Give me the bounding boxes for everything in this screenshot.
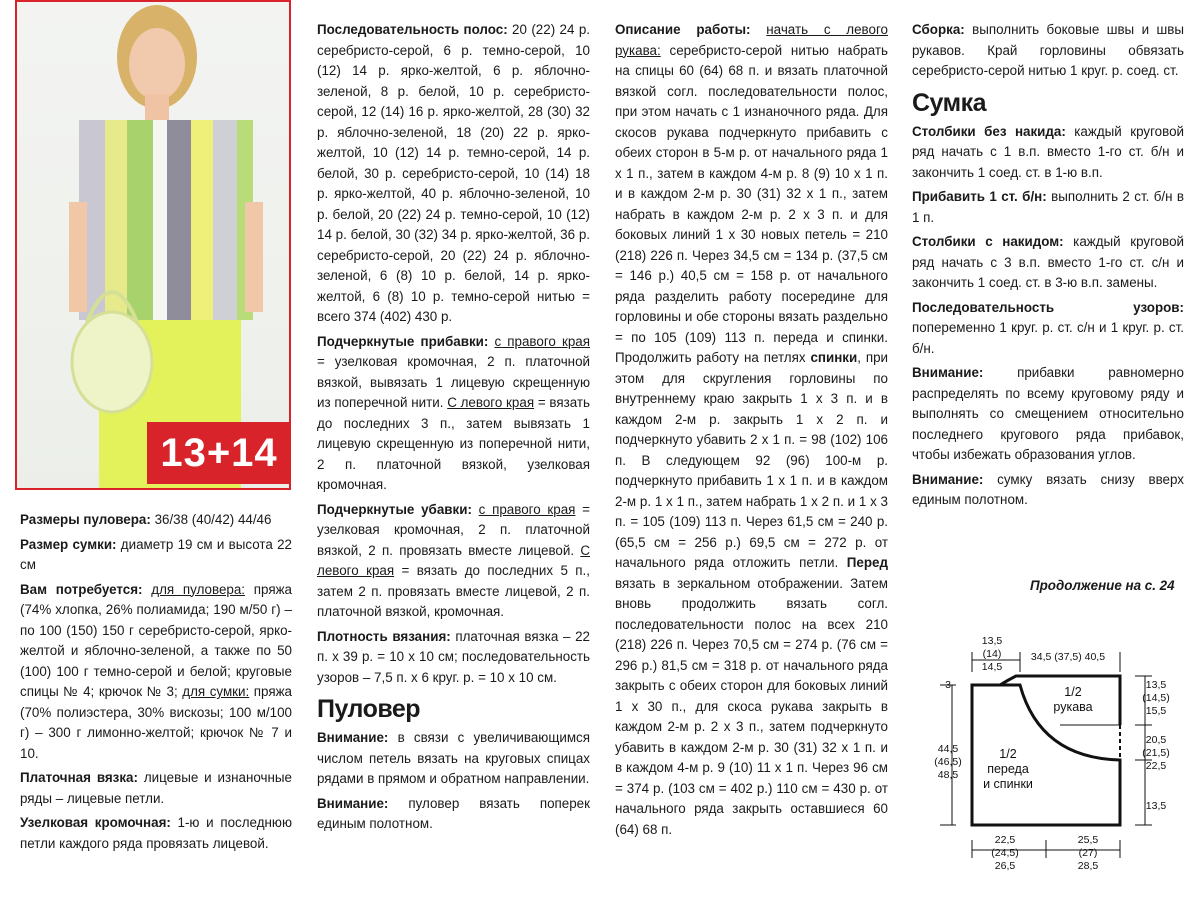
dim-sleeve-2: (21,5) (1142, 747, 1170, 759)
dim-neck-width-1: 13,5 (981, 635, 1003, 647)
model-photo (15, 0, 291, 490)
dim-length-2: (46,5) (934, 756, 962, 768)
column-bag (912, 20, 1184, 515)
continued-note: Продолжение на с. 24 (1030, 578, 1175, 593)
dim-neck-width-2: (14) (982, 648, 1002, 660)
dim-cuff-2: (14,5) (1142, 692, 1170, 704)
label-sleeve-fraction: 1/2 (1064, 685, 1082, 699)
dim-bottom-2: (24,5) (991, 847, 1019, 859)
materials-paragraph: Вам потребуется: для пуловера: пряжа (74% хлопка, 26% полиамида; 190 м/50 г) – по 100 (150) 150 г серебристо-серой, ярко-желтой и яблочно-зеленой, а также по 50 (100) 100 г темно-серой и белой; круговые спицы № 4; крючок № 3; для сумки: пряжа (70% полиэстера, 30% вискозы; 100 м/100 г) – 300 г лимонно-желтой; крючок № 7 и 10. (20, 581, 292, 761)
increase-paragraph: Прибавить 1 ст. б/н: выполнить 2 ст. б/н в 1 п. (912, 189, 1185, 225)
pattern-sequence-paragraph: Последовательность узоров: попеременно 1 круг. р. ст. с/н и 1 круг. р. ст. б/н. (912, 299, 1184, 356)
dim-side: 13,5 (1145, 800, 1167, 812)
double-crochet-paragraph: Столбики с накидом: каждый круговой ряд начать с 3 в.п. вместо 1-го ст. с/н и закончить 1 соед. ст. в 3-ю в.п. замены. (912, 234, 1184, 290)
dim-bottom-4: 25,5 (1077, 834, 1099, 846)
note-circular-paragraph: Внимание: в связи с увеличивающимся числом петель вязать на круговых спицах рядами в прямом и обратном направлении. (317, 730, 590, 786)
dim-neck-depth: 3 (945, 679, 951, 691)
gauge-paragraph: Плотность вязания: платочная вязка – 22 п. х 39 р. = 10 х 10 см; последовательность узоров – 7,5 п. х 6 круг. р. = 10 х 10 см. (317, 628, 590, 685)
dim-cuff-1: 13,5 (1145, 679, 1167, 691)
decreases-paragraph: Подчеркнутые убавки: с правого края = узелковая кромочная, 2 п. платочной вязкой, 2 п. провязать вместе лицевой. С левого края = вязать до последних 5 п., затем 2 п. провязать вместе лицевой, 2 п. платочной вязкой, кромочная. (317, 501, 591, 619)
pullover-heading: Пуловер (317, 695, 421, 723)
bag-size-line: Размер сумки: диаметр 19 см и высота 22 см (20, 536, 292, 572)
dim-bottom-6: 28,5 (1077, 860, 1099, 872)
warning-increases-paragraph: Внимание: прибавки равномерно распределять по всему круговому ряду и выполнять со смещением относительно последнего кругового ряда прибавок, чтобы избежать образования углов. (912, 365, 1184, 462)
dim-top-width: 34,5 (37,5) 40,5 (1030, 651, 1106, 663)
increases-paragraph: Подчеркнутые прибавки: с правого края = узелковая кромочная, 2 п. платочной вязкой, вывязать 1 лицевую скрещенную из поперечной нити. С левого края = вязать до последних 3 п., затем вывязать 1 лицевую скрещенную из поперечной нити, 2 п. платочной вязкой, узелковая кромочная. (317, 333, 590, 492)
project-number-badge: 13+14 (147, 422, 291, 484)
assembly-paragraph: Сборка: выполнить боковые швы и швы рукавов. Край горловины обвязать серебристо-серой нитью 1 круг. р. соед. ст. (912, 22, 1184, 78)
sizes-line: Размеры пуловера: 36/38 (40/42) 44/46 (20, 512, 272, 527)
bag-heading: Сумка (912, 88, 987, 117)
dim-neck-width-3: 14,5 (981, 661, 1003, 673)
stripes-paragraph: Последовательность полос: 20 (22) 24 р. серебристо-серой, 6 р. темно-серой, 10 (12) 14 р. ярко-желтой, 6 р. яблочно-зеленой, 8 р. белой, 10 р. серебристо-серой, 12 (14) 16 р. ярко-желтой, 28 (30) 32 р. яблочно-зеленой, 18 (20) 22 р. ярко-желтой, 10 (12) 14 р. темно-серой, 14 р. белой, 30 р. серебристо-серой, 10 (14) 18 р. ярко-желтой, 40 р. яблочно-зеленой, 10 р. белой, 20 (22) 24 р. темно-серой, 10 (12) 14 р. белой, 30 (32) 34 р. ярко-желтой, 36 р. серебристо-серой, 20 (22) 24 р. яблочно-зеленой, 6 (8) 10 р. белой, 14 р. ярко-желтой, 6 (8) 10 р. темно-серой нитью = всего 374 (402) 430 р. (317, 22, 590, 324)
dim-length-1: 44,5 (937, 743, 959, 755)
label-body-fraction: 1/2 (999, 747, 1017, 761)
single-crochet-paragraph: Столбики без накида: каждый круговой ряд начать с 1 в.п. вместо 1-го ст. б/н и закончить 1 соед. ст. в 1-ю в.п. (912, 123, 1184, 180)
label-body-back: и спинки (983, 777, 1033, 791)
label-sleeve: рукава (1053, 700, 1093, 714)
label-body-front: переда (987, 762, 1029, 776)
schematic-drawing (930, 630, 1200, 893)
dim-sleeve-3: 22,5 (1145, 760, 1167, 772)
dim-bottom-1: 22,5 (994, 834, 1016, 846)
model-illustration (17, 2, 289, 488)
dim-length-3: 48,5 (937, 769, 959, 781)
column-materials (20, 510, 292, 858)
work-description-paragraph: Описание работы: начать с левого рукава: серебристо-серой нитью набрать на спицы 60 (64) 68 п. и вязать платочной вязкой согл. последовательности полос, при этом начать с 1 изнаночного ряда. Для скосов рукава подчеркнуто прибавить с обеих сторон в 5-м р. от начального ряда 1 х 1 п., затем в каждом 4-м р. 8 (9) 10 х 1 п. и в каждом 2-м р. 30 (31) 32 х 1 п., затем набрать в каждом 2-м р. 2 х 3 п. и для боковых линий 1 х 30 новых петель = 210 (218) 226 п. Через 34,5 см = 134 р. (37,5 см = 146 р.) 40,5 см = 158 р. от начального ряда разделить работу посередине для горловины и обе стороны вязать раздельно = по 105 (109) 113 п. переда и спинки. Продолжить работу на петлях спинки, при этом для скругления горловины по внутреннему краю закрыть 1 х 3 п. и в каждом 2-м р. закрыть 1 х 2 п. и подчеркнуто убавить 2 х 1 п. = 98 (102) 106 п. В следующем 92 (96) 100-м р. подчеркнуто прибавить 1 х 1 п. и в каждом 2-м р. 1 х 1 п., затем набрать 1 х 2 п. и 1 х 3 п. = 105 (109) 113 п. Через 61,5 см = 240 р. (65,5 см = 256 р.) 69,5 см = 272 р. от начального ряда отложить петли. Перед вязать в зеркальном отображении. Затем вновь продолжить вязать согл. последовательности полос на всех 210 (218) 226 п. Через 70,5 см = 274 р. (76 см = 296 р.) 81,5 см = 318 р. от начального ряда закрыть с обеих сторон для боковых линий 1 х 30 п., для скоса рукава закрыть в каждом 2-м р. 2 х 3 п., затем подчеркнуто убавить в каждом 2-м р. 30 (31) 32 х 1 п. и в каждом 4-м р. 9 (10) 11 х 1 п. Через 96 см = 374 р. (103 см = 402 р.) 110 см = 430 р. от начального ряда закрыть оставшиеся 60 (64) 68 п. (615, 22, 889, 837)
dim-cuff-3: 15,5 (1145, 705, 1167, 717)
garter-stitch-paragraph: Платочная вязка: лицевые и изнаночные ряды – лицевые петли. (20, 770, 292, 806)
dim-bottom-3: 26,5 (994, 860, 1016, 872)
column-stripes (317, 20, 590, 839)
edge-stitch-paragraph: Узелковая кромочная: 1-ю и последнюю петли каждого ряда провязать лицевой. (20, 815, 292, 851)
note-sideways-paragraph: Внимание: пуловер вязать поперек единым полотном. (317, 795, 590, 831)
column-description (615, 20, 888, 844)
warning-direction-paragraph: Внимание: сумку вязать снизу вверх единым полотном. (912, 471, 1184, 507)
dim-bottom-5: (27) (1078, 847, 1098, 859)
pattern-schematic (930, 630, 1200, 893)
dim-sleeve-1: 20,5 (1145, 734, 1167, 746)
